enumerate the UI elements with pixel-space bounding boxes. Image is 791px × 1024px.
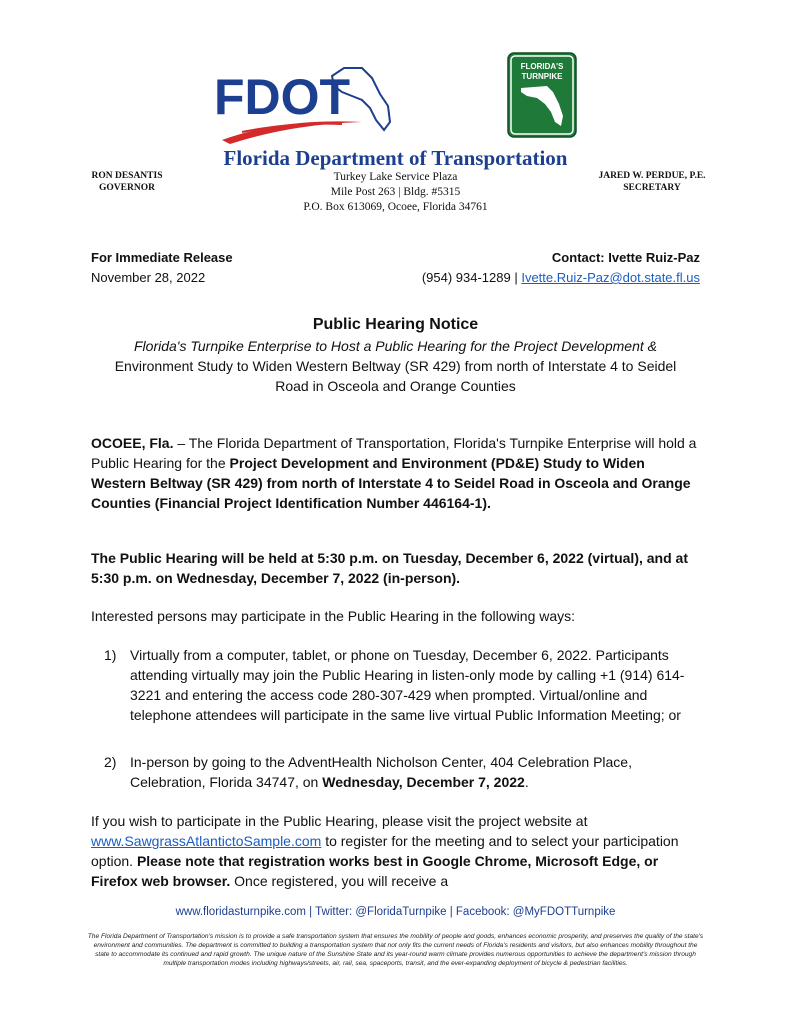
notice-subtitle: [110, 336, 681, 396]
fdot-logo: [212, 66, 398, 144]
body-paragraph-1: [91, 433, 703, 513]
list-number: 1): [104, 647, 117, 663]
notice-title: Public Hearing Notice: [312, 316, 479, 333]
mission-statement: The Florida Department of Transportation's mission is to provide a safe transportation system that ensures the mobility of people and goods, enhances economic prosperity, and preserves the quality of the state's environment and communities. The department is committed to building a transportation system that not only fits the current needs of Florida's residents and visitors, but also enhances mobility throughout the state to accommodate its continued and rapid growth. The unique nature of the Sunshine State and its year-round warm climate provides numerous opportunities to achieve the department's mission through multiple transportation modes including highways/streets, air, rail, sea, spaceports, transit, and the ever-expanding deployment of bicycle & pedestrian facilities.: [87, 933, 704, 967]
dateline: OCOEE, Fla.: [91, 435, 174, 451]
svg-text:FLORIDA'S: FLORIDA'S: [520, 62, 564, 71]
notice-subtitle-italic: Florida's Turnpike Enterprise to Host a Public Hearing for the Project Development &: [134, 338, 657, 354]
governor-title: GOVERNOR: [99, 183, 155, 193]
contact-phone: (954) 934-1289 |: [421, 270, 518, 285]
paragraph-text: – The Florida Department of Transportation, Florida's Turnpike Enterprise will hold a Public Hearing for the: [91, 435, 697, 471]
body-paragraph-4: If you wish to participate in the Public Hearing, please visit the project website at www.SawgrassAtlantictoSample.com to register for the meeting and to select your participation option. Please note that registration works best in Google Chrome, Microsoft Edge, or Firefox web browser. Once registered, you will receive a: [91, 813, 679, 889]
address-line: Mile Post 263 | Bldg. #5315: [330, 186, 461, 198]
footer-links[interactable]: www.floridasturnpike.com | Twitter: @FloridaTurnpike | Facebook: @MyFDOTTurnpike: [175, 906, 616, 918]
release-label: For Immediate Release: [91, 250, 233, 265]
contact-line: [422, 268, 700, 288]
project-website-link[interactable]: www.SawgrassAtlantictoSample.com: [91, 833, 322, 849]
secretary-name: JARED W. PERDUE, P.E.: [598, 171, 706, 181]
list-text: In-person by going to the AdventHealth Nicholson Center, 404 Celebration Place, Celebration, Florida 34747, on Wednesday, December 7, 2022.: [130, 754, 632, 790]
fdot-logo-text: FDOT: [214, 69, 351, 125]
secretary-title: SECRETARY: [623, 183, 681, 193]
contact-label: Contact: Ivette Ruiz-Paz: [551, 250, 700, 265]
address-line: Turkey Lake Service Plaza: [333, 171, 458, 183]
turnpike-logo: [507, 52, 577, 138]
body-paragraph-2: The Public Hearing will be held at 5:30 p.m. on Tuesday, December 6, 2022 (virtual), and at 5:30 p.m. on Wednesday, December 7, 2022 (in-person).: [91, 550, 688, 586]
list-item: [104, 645, 703, 725]
contact-email-link[interactable]: Ivette.Ruiz-Paz@dot.state.fl.us: [521, 270, 700, 285]
svg-text:TURNPIKE: TURNPIKE: [521, 72, 563, 81]
list-text: Virtually from a computer, tablet, or phone on Tuesday, December 6, 2022. Participants attending virtually may join the Public Hearing in listen-only mode by calling +1 (914) 614-3221 and entering the access code 280-307-429 when prompted. Virtual/online and telephone attendees will participate in the same live virtual Public Information Meeting; or: [130, 647, 685, 723]
department-name: Florida Department of Transportation: [223, 146, 568, 170]
governor-name: RON DESANTIS: [91, 171, 163, 181]
release-date: November 28, 2022: [91, 270, 206, 285]
list-item: [104, 752, 703, 792]
address-line: P.O. Box 613069, Ocoee, Florida 34761: [303, 201, 488, 213]
paragraph-bold: Project Development and Environment (PD&E) Study to Widen Western Beltway (SR 429) from north of Interstate 4 to Seidel Road in Osceola and Orange Counties (Financial Project Identification Number 446164-1).: [91, 455, 691, 511]
secretary-block: [582, 170, 722, 194]
notice-subtitle-rest: Environment Study to Widen Western Beltway (SR 429) from north of Interstate 4 to Seidel Road in Osceola and Orange Counties: [114, 358, 677, 394]
list-number: 2): [104, 754, 117, 770]
contact-block: [422, 248, 700, 288]
release-block: [91, 248, 233, 288]
body-paragraph-3: Interested persons may participate in the Public Hearing in the following ways:: [91, 608, 576, 624]
